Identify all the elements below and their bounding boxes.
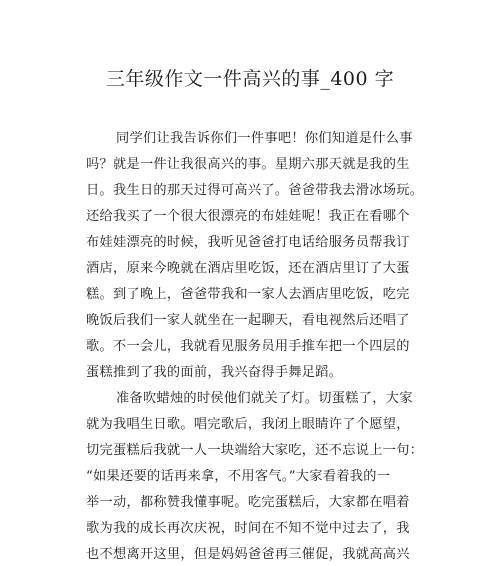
document-body bbox=[86, 126, 426, 566]
text-line: 布娃娃漂亮的时候，我听见爸爸打电话给服务员帮我订 bbox=[86, 235, 410, 250]
text-line: 同学们让我告诉你们一件事吧！你们知道是什么事 bbox=[116, 131, 413, 146]
text-line: 酒店，原来今晚就在酒店里吃饭，还在酒店里订了大蛋 bbox=[86, 261, 410, 276]
text-line: 蛋糕推到了我的面前，我兴奋得手舞足蹈。 bbox=[86, 365, 343, 380]
document-title: 三年级作文一件高兴的事_400 字 bbox=[105, 68, 395, 90]
text-line: 日。我生日的那天过得可高兴了。爸爸带我去滑冰场玩。 bbox=[86, 183, 424, 198]
text-line: 吗？就是一件让我很高兴的事。星期六那天就是我的生 bbox=[86, 157, 410, 172]
text-line: 也不想离开这里，但是妈妈爸爸再三催促，我就高高兴 bbox=[86, 547, 410, 562]
text-line: 切完蛋糕后我就一人一块端给大家吃，还不忘说上一句： bbox=[86, 443, 424, 458]
text-line: 晚饭后我们一家人就坐在一起聊天，看电视然后还唱了 bbox=[86, 313, 410, 328]
text-line: 就为我唱生日歌。唱完歌后，我闭上眼睛许了个愿望， bbox=[86, 417, 410, 432]
text-line: 歌为我的成长再次庆祝，时间在不知不觉中过去了，我 bbox=[86, 521, 410, 536]
text-line: 举一动，都称赞我懂事呢。吃完蛋糕后，大家都在唱着 bbox=[86, 495, 410, 510]
text-line: 糕。到了晚上，爸爸带我和一家人去酒店里吃饭，吃完 bbox=[86, 287, 410, 302]
text-line: “如果还要的话再来拿，不用客气。”大家看着我的一 bbox=[86, 469, 391, 484]
text-line: 准备吹蜡烛的时侯他们就关了灯。切蛋糕了，大家 bbox=[116, 391, 413, 406]
text-line: 还给我买了一个很大很漂亮的布娃娃呢！我正在看哪个 bbox=[86, 209, 410, 224]
text-line: 歌。不一会儿，我就看见服务员用手推车把一个四层的 bbox=[86, 339, 410, 354]
